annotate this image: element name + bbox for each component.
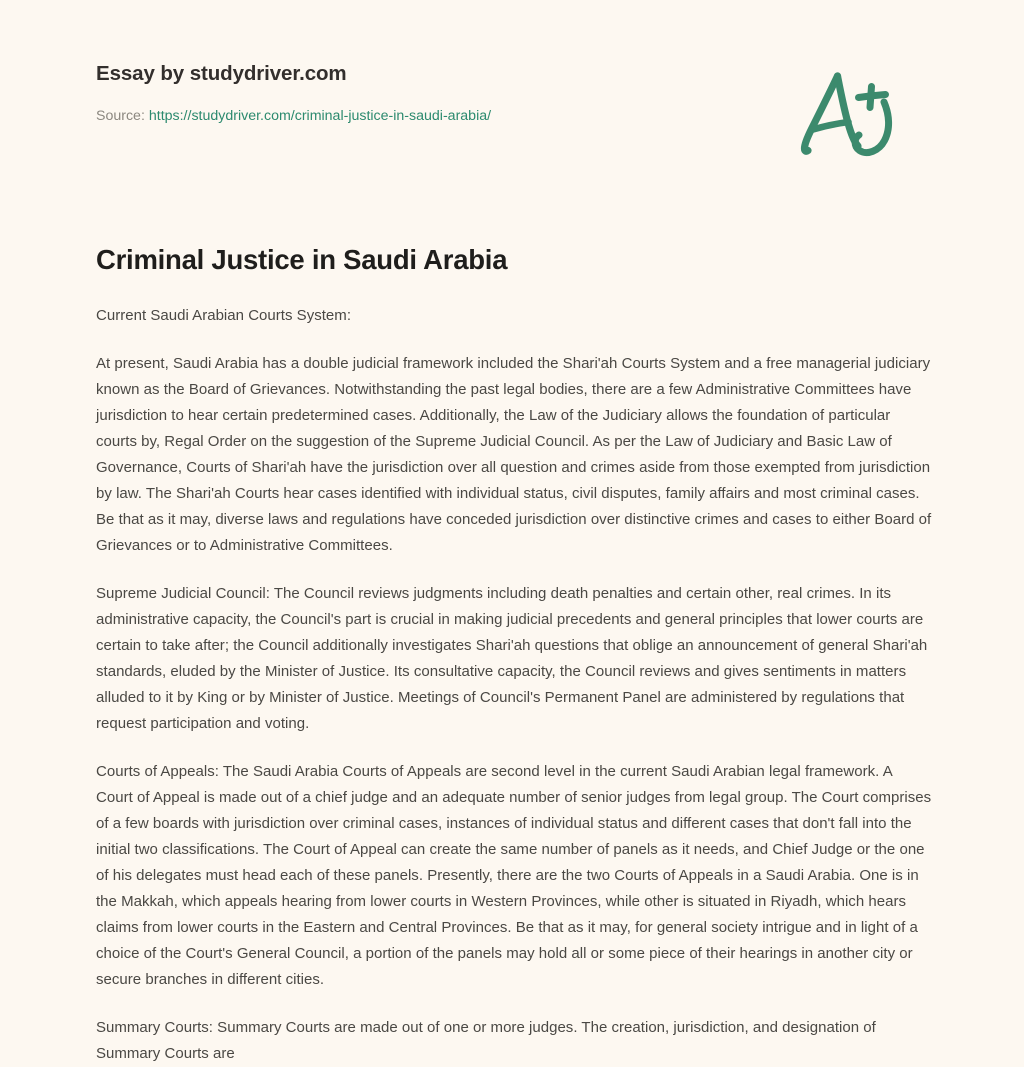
studydriver-logo[interactable] [789, 66, 907, 162]
paragraph: Courts of Appeals: The Saudi Arabia Courts of Appeals are second level in the current Saudi Arabian legal framework. A Court of Appeal is made out of a chief judge and an adequate number of senior judges from legal group. The Court comprises of a few boards with jurisdiction over criminal cases, instances of individual status and different cases that don't fall into the initial two classifications. The Court of Appeal can create the same number of panels as it needs, and Chief Judge or the one of his delegates must head each of these panels. Presently, there are the two Courts of Appeals in a Saudi Arabia. One is in the Makkah, which appeals hearing from lower courts in Western Provinces, while other is situated in Riyadh, which hears claims from lower courts in the Eastern and Central Provinces. Be that as it may, for general society intrigue and in light of a choice of the Court's General Council, a portion of the panels may hold all or some piece of their hearings in another city or secure branches in different cities. [96, 763, 932, 989]
source-url-link[interactable]: https://studydriver.com/criminal-justice-in-saudi-arabia/ [148, 107, 492, 124]
article-paragraphs [96, 303, 932, 1067]
article-body [96, 243, 932, 1067]
a-plus-logo-icon [789, 66, 907, 162]
page-title: Criminal Justice in Saudi Arabia [96, 244, 508, 275]
essay-byline: Essay by studydriver.com [96, 62, 347, 85]
source-label: Source: [96, 107, 145, 124]
document-header [0, 0, 1024, 190]
header-left-block [96, 62, 491, 126]
paragraph: Current Saudi Arabian Courts System: [96, 307, 352, 325]
source-line [96, 107, 491, 126]
paragraph: Summary Courts: Summary Courts are made out of one or more judges. The creation, jurisdiction, and designation of Summary Courts are [96, 1019, 876, 1063]
paragraph: At present, Saudi Arabia has a double judicial framework included the Shari'ah Courts System and a free managerial judiciary known as the Board of Grievances. Notwithstanding the past legal bodies, there are a few Administrative Committees have jurisdiction to hear certain predetermined cases. Additionally, the Law of the Judiciary allows the foundation of particular courts by, Regal Order on the suggestion of the Supreme Judicial Council. As per the Law of Judiciary and Basic Law of Governance, Courts of Shari'ah have the jurisdiction over all question and crimes aside from those exempted from jurisdiction by law. The Shari'ah Courts hear cases identified with individual status, civil disputes, family affairs and most criminal cases. Be that as it may, diverse laws and regulations have conceded jurisdiction over distinctive crimes and cases to either Board of Grievances or to Administrative Committees. [96, 355, 932, 555]
paragraph: Supreme Judicial Council: The Council reviews judgments including death penalties and certain other, real crimes. In its administrative capacity, the Council's part is crucial in making judicial precedents and general principles that lower courts are certain to take after; the Council additionally investigates Shari'ah questions that oblige an announcement of general Shari'ah standards, eluded by the Minister of Justice. Its consultative capacity, the Council reviews and gives sentiments in matters alluded to it by King or by Minister of Justice. Meetings of Council's Permanent Panel are administered by regulations that request participation and voting. [96, 585, 928, 733]
